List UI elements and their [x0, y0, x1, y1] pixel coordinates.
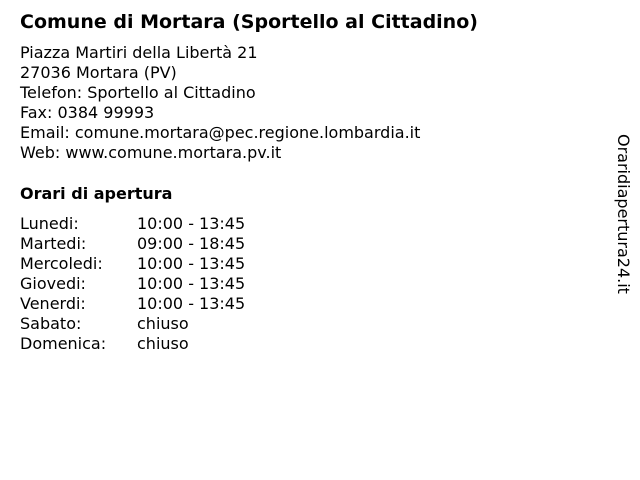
street-address: Piazza Martiri della Libertà 21	[20, 43, 258, 62]
time-value: 09:00 - 18:45	[137, 234, 246, 253]
page-title: Comune di Mortara (Sportello al Cittadino)	[20, 11, 478, 33]
day-label: Domenica:	[20, 334, 107, 353]
time-value: 10:00 - 13:45	[137, 294, 246, 313]
time-value: 10:00 - 13:45	[137, 214, 246, 233]
day-label: Venerdi:	[20, 294, 86, 313]
phone-line: Telefon: Sportello al Cittadino	[20, 83, 256, 102]
hours-heading: Orari di apertura	[20, 184, 173, 203]
day-label: Mercoledi:	[20, 254, 103, 273]
web-line: Web: www.comune.mortara.pv.it	[20, 143, 282, 162]
day-label: Giovedi:	[20, 274, 86, 293]
time-value: chiuso	[137, 314, 189, 333]
day-label: Martedi:	[20, 234, 87, 253]
email-line: Email: comune.mortara@pec.regione.lombardia.it	[20, 123, 421, 142]
day-label: Lunedi:	[20, 214, 79, 233]
time-value: chiuso	[137, 334, 189, 353]
time-value: 10:00 - 13:45	[137, 274, 246, 293]
time-value: 10:00 - 13:45	[137, 254, 246, 273]
fax-line: Fax: 0384 99993	[20, 103, 155, 122]
address-block	[20, 43, 420, 163]
site-brand: Oraridiapertura24.it	[614, 134, 633, 294]
city-line: 27036 Mortara (PV)	[20, 63, 177, 82]
day-label: Sabato:	[20, 314, 82, 333]
